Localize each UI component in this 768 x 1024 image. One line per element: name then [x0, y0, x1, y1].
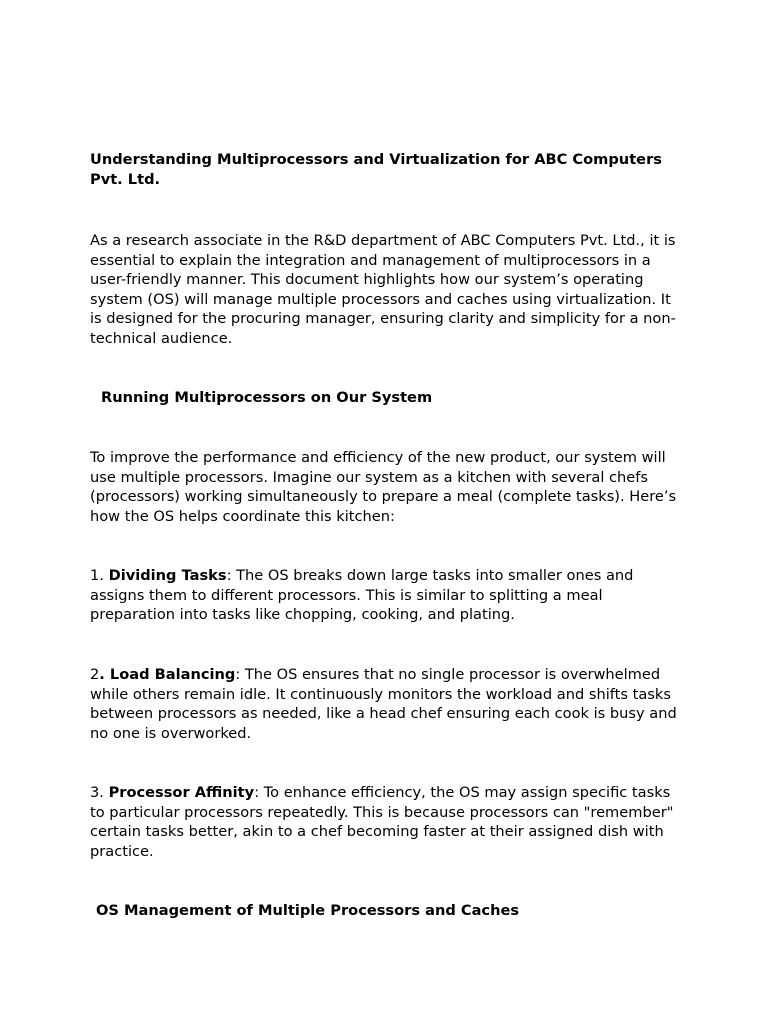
section-heading-os-management: OS Management of Multiple Processors and Caches — [96, 902, 520, 919]
section-heading-running-multiprocessors: Running Multiprocessors on Our System — [101, 389, 433, 406]
list-item-text: : To enhance efficiency, the OS may assign specific tasks to particular processors repeatedly. This is because processors can "remember" certain tasks better, akin to a chef becoming faster at their assigned dish with practice. — [90, 784, 674, 860]
list-item-load-balancing — [90, 665, 682, 743]
list-item-term: . Load Balancing — [99, 666, 236, 683]
list-item-number: 3. — [90, 784, 109, 801]
list-item-number: 1. — [90, 567, 109, 584]
list-item-text: : The OS breaks down large tasks into smaller ones and assigns them to different processors. This is similar to splitting a meal preparation into tasks like chopping, cooking, and plating. — [90, 567, 634, 624]
intro-paragraph: As a research associate in the R&D department of ABC Computers Pvt. Ltd., it is essential to explain the integration and management of multiprocessors in a user-friendly manner. This document highlights how our system’s operating system (OS) will manage multiple processors and caches using virtualization. It is designed for the procuring manager, ensuring clarity and simplicity for a non-technical audience. — [90, 232, 676, 347]
list-item-text: : The OS ensures that no single processor is overwhelmed while others remain idle. It continuously monitors the workload and shifts tasks between processors as needed, like a head chef ensuring each cook is busy and no one is overworked. — [90, 666, 677, 742]
list-item-term: Processor Affinity — [108, 784, 255, 801]
section-paragraph-multiprocessors: To improve the performance and efficiency of the new product, our system will use multiple processors. Imagine our system as a kitchen with several chefs (processors) working simultaneously to prepare a meal (complete tasks). Here’s how the OS helps coordinate this kitchen: — [90, 449, 677, 525]
list-item-term: Dividing Tasks — [108, 567, 227, 584]
list-item-dividing-tasks — [90, 566, 682, 625]
page-title: Understanding Multiprocessors and Virtualization for ABC Computers Pvt. Ltd. — [90, 151, 662, 188]
list-item-processor-affinity — [90, 783, 682, 861]
list-item-number: 2 — [90, 666, 100, 683]
